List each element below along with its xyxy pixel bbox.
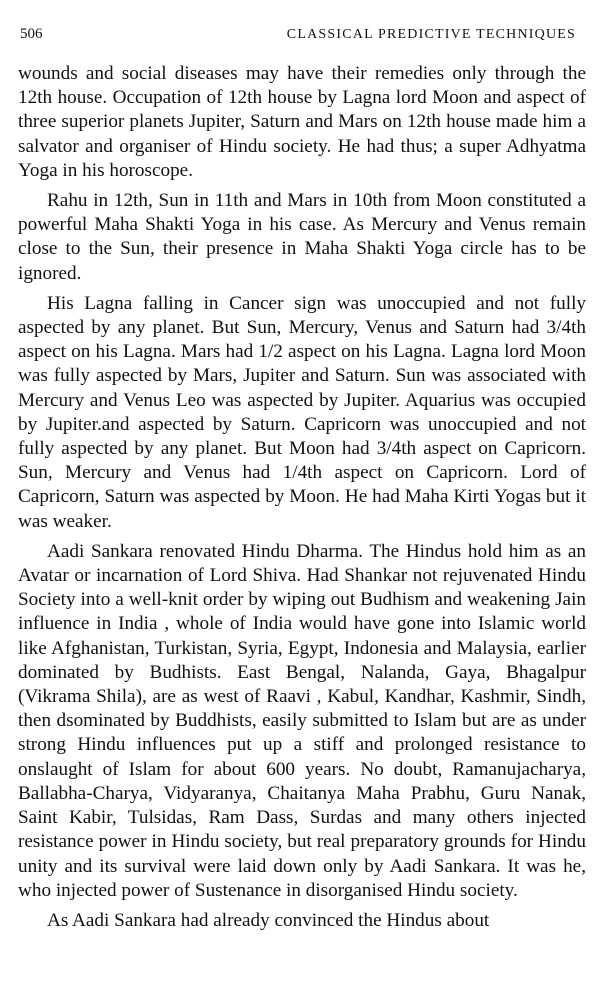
paragraph-aadi-sankara: Aadi Sankara renovated Hindu Dharma. The Hindus hold him as an Avatar or incarnation of Lord Shiva. Had Shankar not rejuvenated Hindu Society into a well-knit order by wiping out Budhism and weakening Jain influence in India , whole of India would have gone into Islamic world like Afghanistan, Turkistan, Syria, Egypt, Indonesia and Malaysia, earlier dominated by Budhists. East Bengal, Nalanda, Gaya, Bhagalpur (Vikrama Shila), are as west of Raavi , Kabul, Kandhar, Kashmir, Sindh, then dsominated by Buddhists, easily submitted to Islam but are as under strong Hindu influences put up a stiff and prolonged resistance to onslaught of Islam for about 600 years. No doubt, Ramanujacharya, Ballabha-Charya, Vidyaranya, Chaitanya Maha Prabhu, Guru Nanak, Saint Kabir, Tulsidas, Ram Dass, Surdas and many others injected resistance power in Hindu society, but real preparatory grounds for Hindu unity and its survival were laid down only by Aadi Sankara. It was he, who injected power of Sustenance in disorganised Hindu society. — [18, 540, 586, 901]
book-title: CLASSICAL PREDICTIVE TECHNIQUES — [286, 27, 576, 42]
paragraph-maha-shakti-yoga: Rahu in 12th, Sun in 11th and Mars in 10th from Moon constituted a powerful Maha Shakti Yoga in his case. As Mercury and Venus remain close to the Sun, their presence in Maha Shakti Yoga circle has to be ignored. — [18, 190, 586, 284]
page-number: 506 — [20, 26, 43, 42]
paragraph-continued: wounds and social diseases may have their remedies only through the 12th house. Occupation of 12th house by Lagna lord Moon and aspect of three superior planets Jupiter, Saturn and Mars on 12th house made him a salvator and organiser of Hindu society. He had thus; a super Adhyatma Yoga in his horoscope. — [18, 63, 586, 181]
running-head — [18, 0, 586, 40]
paragraph-lagna-aspects: His Lagna falling in Cancer sign was unoccupied and not fully aspected by any planet. But Sun, Mercury, Venus and Saturn had 3/4th aspect on his Lagna. Mars had 1/2 aspect on his Lagna. Lagna lord Moon was fully aspected by Mars, Jupiter and Saturn. Sun was associated with Mercury and Venus Leo was aspected by Jupiter. Aquarius was occupied by Jupiter.and aspected by Saturn. Capricorn was unoccupied and not fully aspected by any planet. But Moon had 3/4th aspect on Capricorn. Sun, Mercury and Venus had 1/4th aspect on Capricorn. Lord of Capricorn, Saturn was aspected by Moon. He had Maha Kirti Yogas but it was weaker. — [18, 292, 586, 532]
paragraph-final-line: As Aadi Sankara had already convinced the Hindus about — [47, 909, 490, 931]
body-text — [18, 62, 586, 933]
